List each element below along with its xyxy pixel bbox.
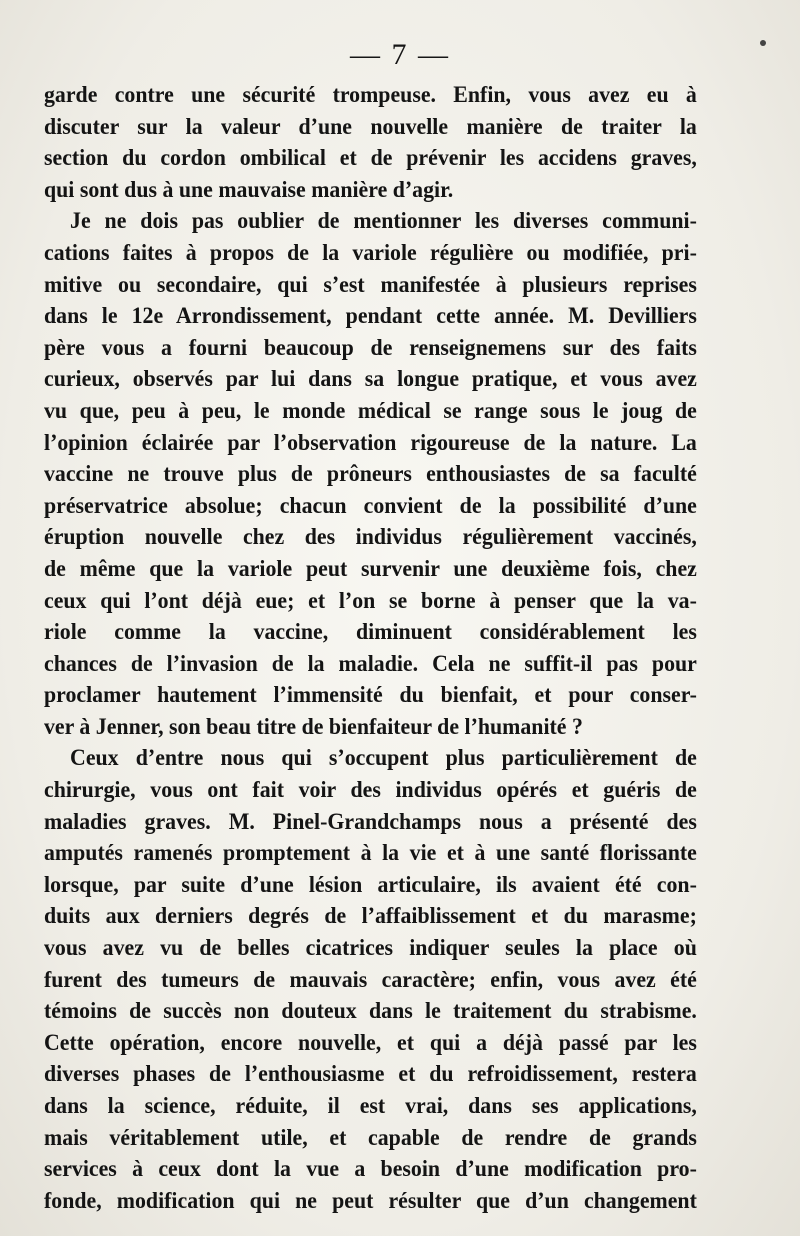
text-line: diverses phases de l’enthousiasme et du refroidissement, restera [44, 1061, 697, 1088]
text-line: furent des tumeurs de mauvais caractère; enfin, vous avez été [44, 966, 697, 993]
text-line: l’opinion éclairée par l’observation rigoureuse de la nature. La [44, 429, 697, 456]
text-line: préservatrice absolue; chacun convient de la possibilité d’une [44, 492, 697, 519]
text-line: curieux, observés par lui dans sa longue pratique, et vous avez [44, 366, 697, 393]
text-line: dans le 12e Arrondissement, pendant cette année. M. Devilliers [44, 303, 697, 330]
text-line: mitive ou secondaire, qui s’est manifestée à plusieurs reprises [44, 271, 697, 298]
text-line: lorsque, par suite d’une lésion articulaire, ils avaient été con- [44, 871, 697, 898]
text-line: riole comme la vaccine, diminuent considérablement les [44, 619, 697, 646]
text-line: chances de l’invasion de la maladie. Cela ne suffit-il pas pour [44, 650, 697, 677]
paragraph-start-line: Ceux d’entre nous qui s’occupent plus particulièrement de [70, 745, 697, 772]
text-line: maladies graves. M. Pinel-Grandchamps nous a présenté des [44, 808, 697, 835]
text-line: discuter sur la valeur d’une nouvelle manière de traiter la [44, 113, 697, 140]
paragraph-start-line: Je ne dois pas oublier de mentionner les diverses communi- [70, 208, 697, 235]
text-line: mais véritablement utile, et capable de rendre de grands [44, 1124, 697, 1151]
page-number: — 7 — [350, 38, 450, 71]
text-line: proclamer hautement l’immensité du bienfait, et pour conser- [44, 682, 697, 709]
text-line: vous avez vu de belles cicatrices indiquer seules la place où [44, 935, 697, 962]
text-line: ceux qui l’ont déjà eue; et l’on se borne à penser que la va- [44, 587, 697, 614]
text-line: chirurgie, vous ont fait voir des individus opérés et guéris de [44, 777, 697, 804]
text-line: garde contre une sécurité trompeuse. Enfin, vous avez eu à [44, 82, 697, 108]
text-line: ver à Jenner, son beau titre de bienfaiteur de l’humanité ? [44, 713, 583, 740]
text-line: de même que la variole peut survenir une deuxième fois, chez [44, 555, 697, 582]
text-line: services à ceux dont la vue a besoin d’une modification pro- [44, 1156, 697, 1183]
text-line: section du cordon ombilical et de prévenir les accidens graves, [44, 145, 697, 172]
text-line: éruption nouvelle chez des individus régulièrement vaccinés, [44, 524, 697, 551]
text-line: Cette opération, encore nouvelle, et qui a déjà passé par les [44, 1029, 697, 1056]
text-line: dans la science, réduite, il est vrai, dans ses applications, [44, 1093, 697, 1119]
ink-speck [760, 40, 766, 46]
text-line: père vous a fourni beaucoup de renseignemens sur des faits [44, 334, 697, 361]
body-text [44, 80, 697, 1217]
text-line: amputés ramenés promptement à la vie et à une santé florissante [44, 840, 697, 867]
text-line: témoins de succès non douteux dans le traitement du strabisme. [44, 998, 697, 1025]
text-line: fonde, modification qui ne peut résulter que d’un changement [44, 1187, 697, 1214]
text-line: vaccine ne trouve plus de prôneurs enthousiastes de sa faculté [44, 461, 697, 488]
text-line: duits aux derniers degrés de l’affaiblissement et du marasme; [44, 903, 697, 930]
text-line: qui sont dus à une mauvaise manière d’agir. [44, 176, 454, 203]
text-line: vu que, peu à peu, le monde médical se range sous le joug de [44, 397, 697, 424]
text-line: cations faites à propos de la variole régulière ou modifiée, pri- [44, 239, 697, 266]
